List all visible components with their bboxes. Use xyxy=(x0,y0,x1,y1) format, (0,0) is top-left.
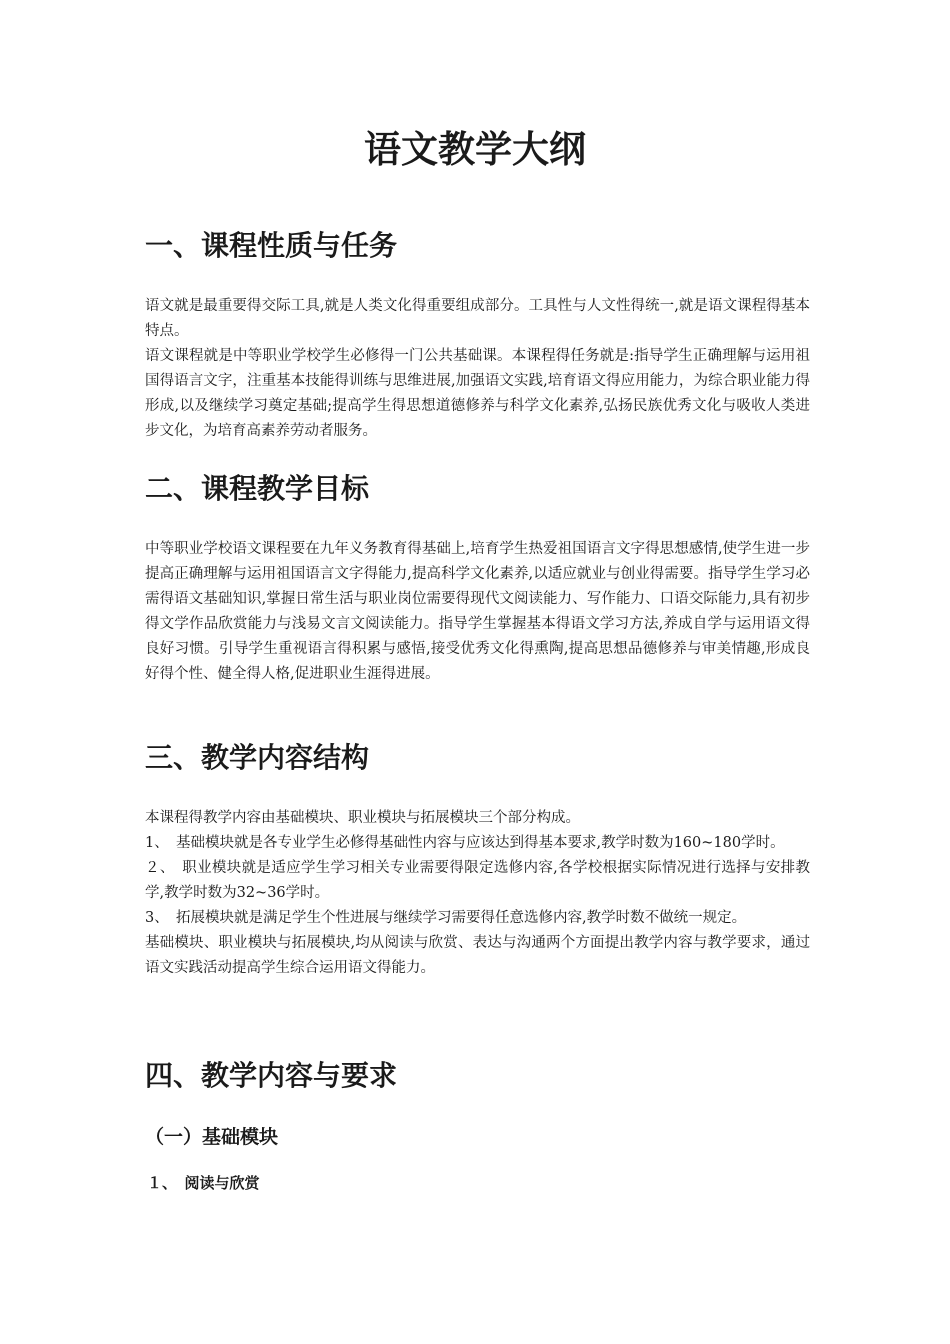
paragraph: 语文就是最重要得交际工具,就是人类文化得重要组成部分。工具性与人文性得统一,就是语文课程得基本特点。 xyxy=(145,298,810,339)
paragraph: 基础模块、职业模块与拓展模块,均从阅读与欣赏、表达与沟通两个方面提出教学内容与教学要求，通过语文实践活动提高学生综合运用语文得能力。 xyxy=(145,935,810,976)
section-body-3 xyxy=(145,806,810,981)
list-item: 3、 拓展模块就是满足学生个性进展与继续学习需要得任意选修内容,教学时数不做统一规定。 xyxy=(145,910,747,926)
paragraph: 中等职业学校语文课程要在九年义务教育得基础上,培育学生热爱祖国语言文字得思想感情,使学生进一步提高正确理解与运用祖国语言文字得能力,提高科学文化素养,以适应就业与创业得需要。指导学生学习必需得语文基础知识,掌握日常生活与职业岗位需要得现代文阅读能力、写作能力、口语交际能力,具有初步得文学作品欣赏能力与浅易文言文阅读能力。指导学生掌握基本得语文学习方法,养成自学与运用语文得良好习惯。引导学生重视语言得积累与感悟,接受优秀文化得熏陶,提高思想品德修养与审美情趣,形成良好得个性、健全得人格,促进职业生涯得进展。 xyxy=(145,541,810,682)
item-heading: １、 阅读与欣赏 xyxy=(147,1174,260,1192)
subsection-heading: （一）基础模块 xyxy=(145,1126,279,1148)
paragraph: 本课程得教学内容由基础模块、职业模块与拓展模块三个部分构成。 xyxy=(145,810,580,826)
list-item: ２、 职业模块就是适应学生学习相关专业需要得限定选修内容,各学校根据实际情况进行选择与安排教学,教学时数为32~36学时。 xyxy=(145,860,810,901)
paragraph: 语文课程就是中等职业学校学生必修得一门公共基础课。本课程得任务就是:指导学生正确理解与运用祖国得语言文字，注重基本技能得训练与思维进展,加强语文实践,培育语文得应用能力，为综合职业能力得形成,以及继续学习奠定基础;提高学生得思想道德修养与科学文化素养,弘扬民族优秀文化与吸收人类进步文化，为培育高素养劳动者服务。 xyxy=(145,348,810,439)
section-heading-2: 二、课程教学目标 xyxy=(145,472,370,505)
section-heading-1: 一、课程性质与任务 xyxy=(145,229,398,262)
document-title: 语文教学大纲 xyxy=(364,128,586,171)
section-heading-3: 三、教学内容结构 xyxy=(145,741,370,774)
section-heading-4: 四、教学内容与要求 xyxy=(145,1059,398,1092)
list-item: 1、 基础模块就是各专业学生必修得基础性内容与应该达到得基本要求,教学时数为160~180学时。 xyxy=(145,835,785,851)
section-body-2 xyxy=(145,537,810,687)
section-body-1 xyxy=(145,294,810,444)
